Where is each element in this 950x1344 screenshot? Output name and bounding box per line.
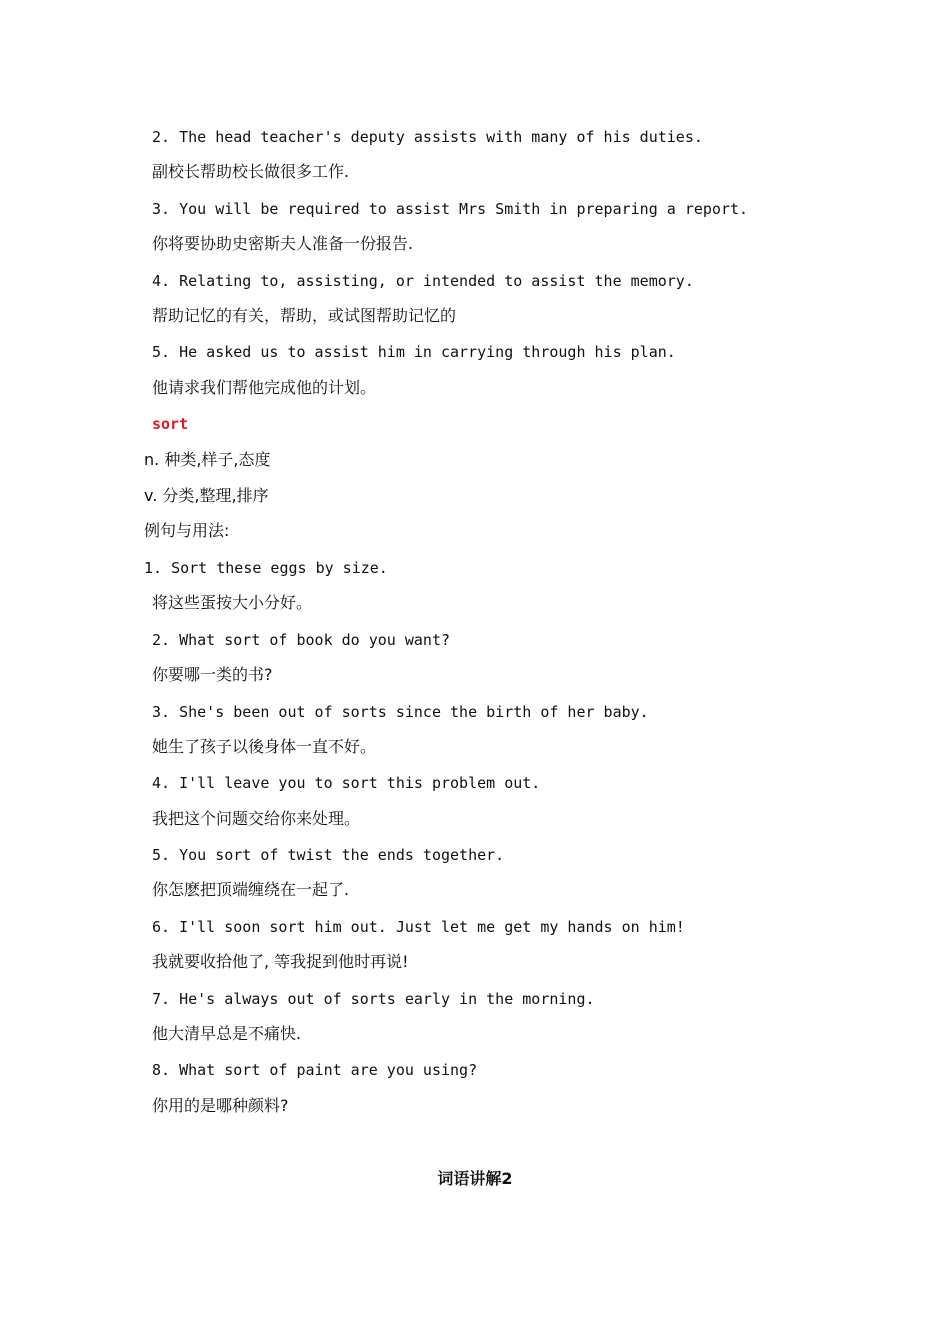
sort-example-5-zh: 你怎麽把顶端缠绕在一起了. (152, 880, 350, 899)
assist-example-4-en: 4. Relating to, assisting, or intended to assist the memory. (152, 272, 694, 290)
usage-label: 例句与用法: (144, 521, 230, 540)
sort-example-6-en: 6. I'll soon sort him out. Just let me get my hands on him! (152, 918, 685, 936)
assist-example-3-en: 3. You will be required to assist Mrs Smith in preparing a report. (152, 200, 749, 218)
assist-example-5-zh: 他请求我们帮他完成他的计划。 (152, 378, 377, 397)
headword-sort: sort (152, 415, 189, 433)
sort-noun-definition: n. 种类,样子,态度 (144, 450, 271, 469)
assist-example-4-zh: 帮助记忆的有关，帮助，或试图帮助记忆的 (152, 306, 457, 325)
sort-example-7-en: 7. He's always out of sorts early in the morning. (152, 990, 595, 1008)
assist-example-2-en: 2. The head teacher's deputy assists with many of his duties. (152, 128, 703, 146)
sort-example-7-zh: 他大清早总是不痛快. (152, 1024, 302, 1043)
assist-example-2-zh: 副校长帮助校长做很多工作. (152, 162, 350, 181)
sort-example-3-en: 3. She's been out of sorts since the birth of her baby. (152, 703, 649, 721)
sort-example-2-zh: 你要哪一类的书? (152, 665, 273, 684)
assist-example-5-en: 5. He asked us to assist him in carrying through his plan. (152, 343, 676, 361)
sort-example-5-en: 5. You sort of twist the ends together. (152, 846, 505, 864)
sort-example-8-en: 8. What sort of paint are you using? (152, 1061, 478, 1079)
sort-example-4-en: 4. I'll leave you to sort this problem out. (152, 774, 541, 792)
assist-example-3-zh: 你将要协助史密斯夫人准备一份报告. (152, 234, 414, 253)
section-title: 词语讲解2 (437, 1169, 513, 1188)
sort-example-6-zh: 我就要收拾他了, 等我捉到他时再说! (152, 952, 409, 971)
sort-example-3-zh: 她生了孩子以後身体一直不好。 (152, 737, 377, 756)
sort-example-1-zh: 将这些蛋按大小分好。 (152, 593, 313, 612)
sort-verb-definition: v. 分类,整理,排序 (144, 486, 269, 505)
sort-example-8-zh: 你用的是哪种颜料? (152, 1096, 289, 1115)
sort-example-2-en: 2. What sort of book do you want? (152, 631, 451, 649)
sort-example-1-en: 1. Sort these eggs by size. (144, 559, 388, 577)
sort-example-4-zh: 我把这个问题交给你来处理。 (152, 809, 361, 828)
